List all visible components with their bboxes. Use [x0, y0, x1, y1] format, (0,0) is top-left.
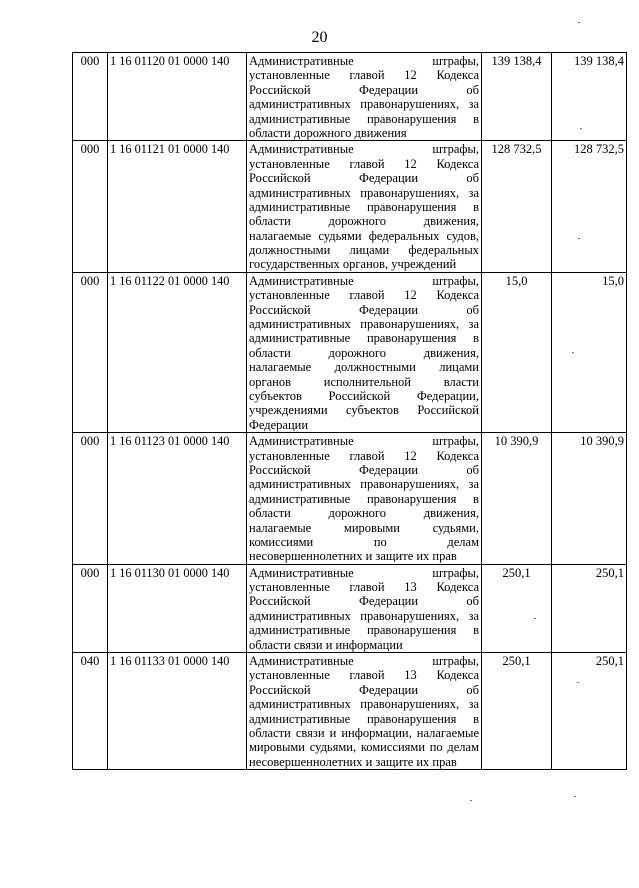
amount-column-1-cell: 250,1	[482, 564, 552, 652]
scan-speck	[534, 618, 536, 619]
budget-classification-code-cell: 1 16 01133 01 0000 140	[108, 653, 247, 770]
amount-column-1-cell: 128 732,5	[482, 141, 552, 273]
revenue-name-line: административных правонарушениях, за	[249, 608, 479, 623]
budget-classification-code-cell: 1 16 01130 01 0000 140	[108, 564, 247, 652]
budget-classification-code-cell: 1 16 01120 01 0000 140	[108, 53, 247, 141]
revenue-name-line: Административные штрафы,	[249, 434, 479, 449]
budget-classification-code-cell: 1 16 01122 01 0000 140	[108, 272, 247, 432]
scan-speck	[578, 22, 580, 23]
amount-column-2-cell: 10 390,9	[552, 433, 627, 565]
revenue-name-line: области дорожного движения	[249, 125, 407, 140]
admin-code-cell: 040	[73, 653, 108, 770]
revenue-name-line: Российской Федерации об	[249, 171, 479, 186]
budget-revenue-table	[72, 52, 627, 770]
revenue-name-line: административные правонарушения в	[249, 199, 479, 214]
revenue-name-line: налагаемые мировыми судьями,	[249, 520, 479, 535]
revenue-name-line: Российской Федерации об	[249, 82, 479, 97]
revenue-name-line: административных правонарушениях, за	[249, 317, 479, 332]
revenue-name-cell	[247, 653, 482, 770]
revenue-name-line: комиссиями по делам	[249, 534, 479, 549]
admin-code-cell: 000	[73, 272, 108, 432]
revenue-name-line: административных правонарушениях, за	[249, 477, 479, 492]
table-body	[73, 53, 627, 770]
revenue-name-line: налагаемые должностными лицами	[249, 360, 479, 375]
amount-column-1-cell: 139 138,4	[482, 53, 552, 141]
revenue-name-line: государственных органов, учреждений	[249, 257, 457, 272]
revenue-name-line: Административные штрафы,	[249, 142, 479, 157]
revenue-name-cell	[247, 53, 482, 141]
amount-column-2-cell: 250,1	[552, 653, 627, 770]
revenue-name-line: административные правонарушения в	[249, 331, 479, 346]
revenue-name-line: несовершеннолетних и защите их прав	[249, 549, 457, 564]
revenue-name-line: административных правонарушениях, за	[249, 185, 479, 200]
table-row	[73, 141, 627, 273]
revenue-name-line: области дорожного движения,	[249, 345, 479, 360]
revenue-name-line: налагаемые судьями федеральных судов,	[249, 228, 479, 243]
revenue-name-line: области связи и информации, налагаемые	[249, 725, 479, 740]
scan-speck	[577, 682, 579, 683]
revenue-name-line: субъектов Российской Федерации,	[249, 388, 479, 403]
amount-column-1-cell: 15,0	[482, 272, 552, 432]
revenue-name-line: установленные главой 13 Кодекса	[249, 668, 479, 683]
admin-code-cell: 000	[73, 564, 108, 652]
admin-code-cell: 000	[73, 141, 108, 273]
revenue-name-line: Административные штрафы,	[249, 565, 479, 580]
admin-code-cell: 000	[73, 433, 108, 565]
amount-column-2-cell: 250,1	[552, 564, 627, 652]
table-row	[73, 564, 627, 652]
scan-speck	[580, 128, 582, 129]
revenue-name-line: административных правонарушениях, за	[249, 97, 479, 112]
amount-column-1-cell: 10 390,9	[482, 433, 552, 565]
revenue-name-cell	[247, 272, 482, 432]
revenue-name-line: области дорожного движения,	[249, 214, 479, 229]
table-row	[73, 53, 627, 141]
revenue-name-line: должностными лицами федеральных	[249, 243, 479, 258]
revenue-name-line: административные правонарушения в	[249, 623, 479, 638]
admin-code-cell: 000	[73, 53, 108, 141]
revenue-name-line: установленные главой 13 Кодекса	[249, 580, 479, 595]
revenue-name-line: установленные главой 12 Кодекса	[249, 448, 479, 463]
revenue-name-line: Административные штрафы,	[249, 654, 479, 669]
revenue-name-line: административные правонарушения в	[249, 711, 479, 726]
revenue-name-line: Российской Федерации об	[249, 302, 479, 317]
revenue-name-line: установленные главой 12 Кодекса	[249, 288, 479, 303]
scan-speck	[470, 800, 472, 801]
revenue-name-cell	[247, 433, 482, 565]
table-row	[73, 272, 627, 432]
amount-column-1-cell: 250,1	[482, 653, 552, 770]
revenue-name-line: установленные главой 12 Кодекса	[249, 156, 479, 171]
revenue-name-cell	[247, 141, 482, 273]
revenue-name-line: области связи и информации	[249, 637, 403, 652]
revenue-name-line: учреждениями субъектов Российской	[249, 403, 479, 418]
scan-speck	[574, 796, 576, 797]
revenue-name-line: административных правонарушениях, за	[249, 697, 479, 712]
table-row	[73, 433, 627, 565]
revenue-name-line: области дорожного движения,	[249, 506, 479, 521]
revenue-name-line: органов исполнительной власти	[249, 374, 479, 389]
budget-classification-code-cell: 1 16 01121 01 0000 140	[108, 141, 247, 273]
revenue-name-line: Российской Федерации об	[249, 462, 479, 477]
revenue-name-line: административные правонарушения в	[249, 491, 479, 506]
revenue-name-line: Федерации	[249, 417, 309, 432]
revenue-name-line: Административные штрафы,	[249, 54, 479, 68]
revenue-name-cell	[247, 564, 482, 652]
scan-speck	[572, 352, 574, 353]
amount-column-2-cell: 139 138,4	[552, 53, 627, 141]
amount-column-2-cell: 15,0	[552, 272, 627, 432]
revenue-name-line: мировыми судьями, комиссиями по делам	[249, 740, 479, 755]
revenue-name-line: Административные штрафы,	[249, 273, 479, 288]
revenue-name-line: административные правонарушения в	[249, 111, 479, 126]
revenue-name-line: несовершеннолетних и защите их прав	[249, 754, 457, 769]
table-row	[73, 653, 627, 770]
revenue-name-line: Российской Федерации об	[249, 682, 479, 697]
budget-classification-code-cell: 1 16 01123 01 0000 140	[108, 433, 247, 565]
revenue-name-line: Российской Федерации об	[249, 594, 479, 609]
amount-column-2-cell: 128 732,5	[552, 141, 627, 273]
page-number: 20	[311, 29, 328, 46]
revenue-name-line: установленные главой 12 Кодекса	[249, 68, 479, 83]
scan-speck	[578, 238, 580, 239]
